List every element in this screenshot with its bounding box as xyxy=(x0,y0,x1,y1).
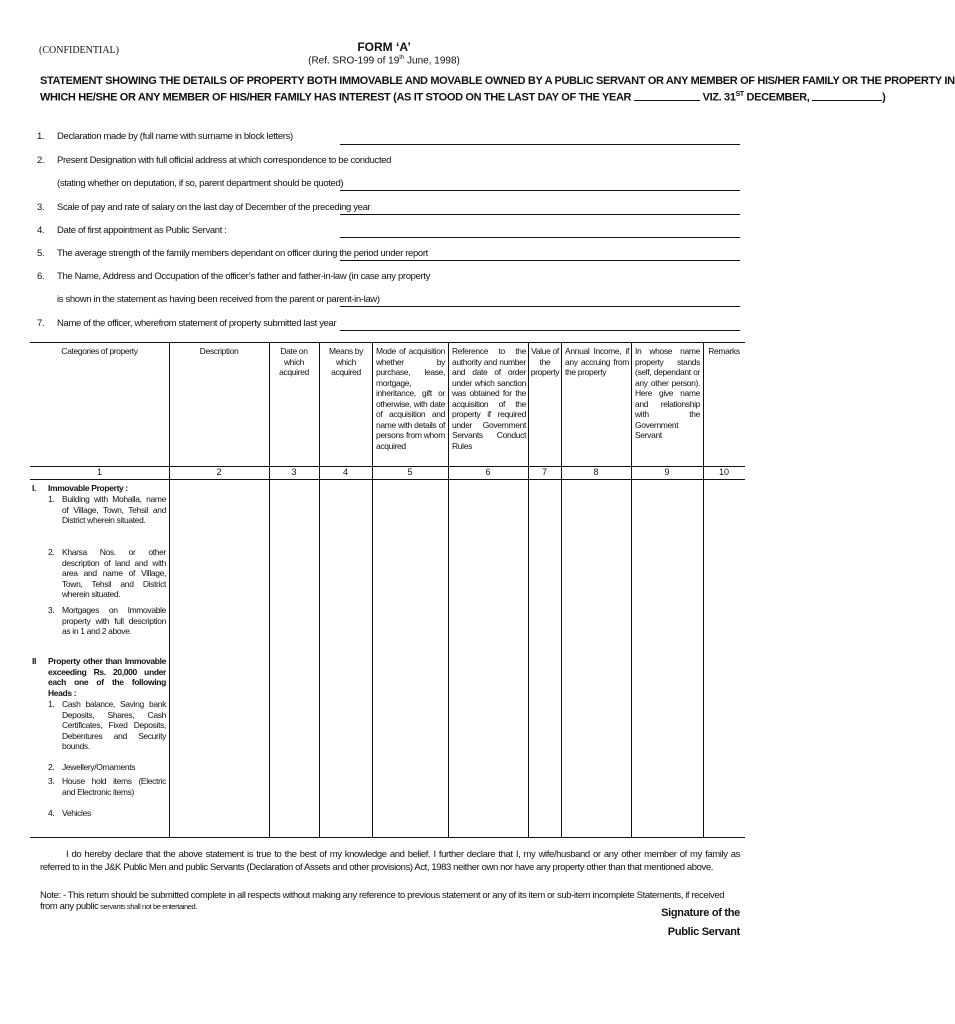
sec1-item-3-number: 3. xyxy=(48,605,55,615)
item-5-text: The average strength of the family members dependant on officer during the period under report xyxy=(57,248,428,259)
item-5-number: 5. xyxy=(37,248,45,259)
item-4-text: Date of first appointment as Public Servant : xyxy=(57,225,227,236)
note-small: servants shall not be entertained. xyxy=(98,902,197,911)
col-number-7: 7 xyxy=(541,467,547,477)
sec1-item-1-number: 1. xyxy=(48,494,55,504)
sec2-item-1-number: 1. xyxy=(48,699,55,709)
section-2-number: II xyxy=(32,656,37,666)
col-divider-1 xyxy=(169,342,170,838)
note-main: Note: - This return should be submitted complete in all respects without making any reference to previous statement or any of its item or sub-item incomplete Statements, if received from any public xyxy=(40,890,725,912)
col-number-10: 10 xyxy=(718,467,729,477)
form-title: FORM ‘A’ xyxy=(357,40,411,54)
ref-suffix: June, 1998) xyxy=(404,55,460,67)
item-2-subtext: (stating whether on deputation, if so, parent department should be quoted) xyxy=(57,178,344,189)
heading-line-2b: VIZ. 31 xyxy=(702,91,736,104)
property-table xyxy=(30,342,745,838)
item-2-field[interactable] xyxy=(340,190,740,191)
signature-block xyxy=(620,904,740,942)
col-number-2: 2 xyxy=(216,467,222,477)
heading-line-1: STATEMENT SHOWING THE DETAILS OF PROPERTY BOTH IMMOVABLE AND MOVABLE OWNED BY A PUBLIC SERVANT OR ANY MEMBER OF HIS/HER FAMILY OR THE PROPERTY IN xyxy=(40,75,955,87)
sec1-item-1-text: Building with Mohalla, name of Village, Town, Tehsil and District wherein situated. xyxy=(62,494,166,525)
signature-line-1: Signature of the xyxy=(661,907,740,919)
table-top-border xyxy=(30,342,745,343)
header-date-acquired: Date on which acquired xyxy=(279,346,309,377)
item-3-text: Scale of pay and rate of salary on the last day of December of the preceding year xyxy=(57,202,371,213)
col-number-5: 5 xyxy=(407,467,413,477)
col-number-1: 1 xyxy=(96,467,102,477)
item-4-field[interactable] xyxy=(340,237,740,238)
item-6-number: 6. xyxy=(37,271,45,282)
item-6-text: The Name, Address and Occupation of the officer’s father and father-in-law (in case any property xyxy=(57,271,431,282)
item-6-field[interactable] xyxy=(340,306,740,307)
header-categories: Categories of property xyxy=(61,346,138,356)
col-number-6: 6 xyxy=(485,467,491,477)
section-1-number: I. xyxy=(32,483,37,493)
december-blank[interactable] xyxy=(812,90,882,101)
confidential-label: (CONFIDENTIAL) xyxy=(39,45,119,56)
col-number-8: 8 xyxy=(593,467,599,477)
sec2-item-3-text: House hold items (Electric and Electronic items) xyxy=(62,776,166,797)
numbers-divider xyxy=(30,479,745,480)
heading-line-2c: DECEMBER, xyxy=(743,91,810,104)
item-3-field[interactable] xyxy=(340,214,740,215)
item-7-number: 7. xyxy=(37,318,45,329)
item-3-number: 3. xyxy=(37,202,45,213)
heading-line-2-end: ) xyxy=(882,91,886,104)
sec1-item-2-number: 2. xyxy=(48,547,55,557)
header-mode-acquisition: Mode of acquisition whether by purchase, lease, mortgage, inheritance, gift or otherwise, with date of acquisition and name with details of persons from whom acquired xyxy=(376,346,445,451)
col-divider-7 xyxy=(561,342,562,838)
col-divider-4 xyxy=(372,342,373,838)
statement-heading xyxy=(40,74,955,105)
sec2-item-2-number: 2. xyxy=(48,762,55,772)
header-annual-income: Annual Income, if any accruing from the property xyxy=(565,346,629,377)
header-remarks: Remarks xyxy=(708,346,740,356)
sec2-item-3-number: 3. xyxy=(48,776,55,786)
col-divider-6 xyxy=(528,342,529,838)
item-7-text: Name of the officer, wherefrom statement of property submitted last year xyxy=(57,318,337,329)
item-2-text: Present Designation with full official address at which correspondence to be conducted xyxy=(57,155,392,166)
col-number-3: 3 xyxy=(291,467,297,477)
item-5-field[interactable] xyxy=(340,260,740,261)
item-2-number: 2. xyxy=(37,155,45,166)
col-number-9: 9 xyxy=(664,467,670,477)
item-1-number: 1. xyxy=(37,131,45,142)
item-7-field[interactable] xyxy=(340,330,740,331)
sec2-item-4-number: 4. xyxy=(48,808,55,818)
heading-line-2a: WHICH HE/SHE OR ANY MEMBER OF HIS/HER FAMILY HAS INTEREST (AS IT STOOD ON THE LAST DAY OF THE YEAR xyxy=(40,91,632,104)
section-1-title: Immovable Property : xyxy=(48,483,128,493)
sec2-item-4-text: Vehicles xyxy=(62,808,91,818)
sec2-item-2-text: Jewellery/Ornaments xyxy=(62,762,136,772)
header-value: Value of the property xyxy=(530,346,560,377)
header-whose-name: In whose name property stands (self, dependant or any other person). Here give name and relationship with the Government Servant xyxy=(635,346,700,440)
heading-sup: ST xyxy=(735,91,744,98)
col-divider-8 xyxy=(631,342,632,838)
sec1-item-3-text: Mortgages on Immovable property with full description as in 1 and 2 above. xyxy=(62,605,166,636)
signature-line-2: Public Servant xyxy=(667,926,740,938)
col-divider-2 xyxy=(269,342,270,838)
year-blank[interactable] xyxy=(634,90,700,101)
section-2-title: Property other than Immovable exceeding Rs. 20,000 under each one of the following Heads : xyxy=(48,656,166,698)
item-1-field[interactable] xyxy=(340,144,740,145)
col-divider-5 xyxy=(448,342,449,838)
declaration-text: I do hereby declare that the above statement is true to the best of my knowledge and belief. I further declare that I, my wife/husband or any other member of my family as referred to in the J&K Public Men and public Servants (Declaration of Assets and other provisions) Act, 1983 neither own nor have any property other than that mentioned above. xyxy=(40,849,740,873)
form-reference xyxy=(0,55,768,66)
heading-line-2 xyxy=(40,88,886,105)
sec2-item-1-text: Cash balance, Saving bank Deposits, Shares, Cash Certificates, Fixed Deposits, Debentures and Security bounds. xyxy=(62,699,166,751)
ref-prefix: (Ref. SRO-199 of 19 xyxy=(308,55,400,67)
ref-sup: th xyxy=(399,55,405,61)
col-number-4: 4 xyxy=(342,467,348,477)
header-description: Description xyxy=(199,346,239,356)
item-1-text: Declaration made by (full name with surname in block letters) xyxy=(57,131,293,142)
item-6-subtext: is shown in the statement as having been received from the parent or parent-in-law) xyxy=(57,294,380,305)
sec1-item-2-text: Kharsa Nos. or other description of land and with area and name of Village, Town, Tehsil and District wherein situated. xyxy=(62,547,166,599)
col-divider-9 xyxy=(703,342,704,838)
header-means-acquired: Means by which acquired xyxy=(328,346,364,377)
col-divider-3 xyxy=(319,342,320,838)
table-bottom-border xyxy=(30,837,745,838)
header-reference-authority: Reference to the authority and number and date of order under which sanction was obtained for the acquisition of the property if required under Government Servants Conduct Rules xyxy=(452,346,526,451)
item-4-number: 4. xyxy=(37,225,45,236)
